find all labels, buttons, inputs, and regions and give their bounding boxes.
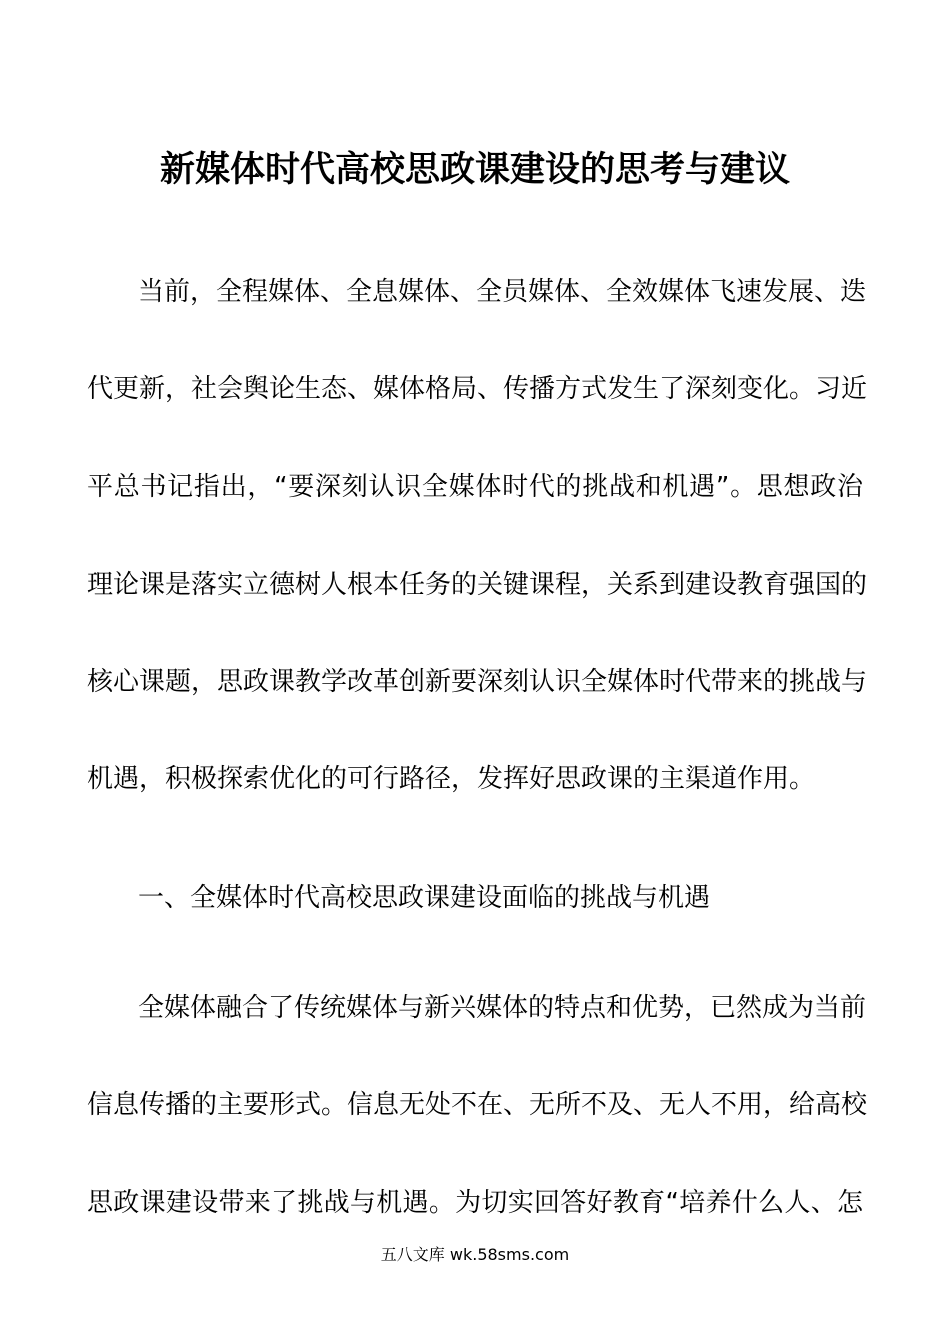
document-title: 新媒体时代高校思政课建设的思考与建议 (159, 150, 790, 190)
paragraph-line: 当前，全程媒体、全息媒体、全员媒体、全效媒体飞速发展、迭 (138, 277, 867, 307)
footer-watermark: 五八文库 wk.58sms.com (380, 1245, 570, 1264)
paragraph-line: 思政课建设带来了挑战与机遇。为切实回答好教育“培养什么人、怎 (87, 1188, 863, 1218)
section-heading: 一、全媒体时代高校思政课建设面临的挑战与机遇 (138, 883, 711, 913)
paragraph-line: 全媒体融合了传统媒体与新兴媒体的特点和优势，已然成为当前 (138, 993, 867, 1023)
paragraph-line: 代更新，社会舆论生态、媒体格局、传播方式发生了深刻变化。习近 (87, 374, 868, 404)
paragraph-line: 机遇，积极探索优化的可行路径，发挥好思政课的主渠道作用。 (87, 764, 816, 794)
paragraph-line: 平总书记指出，“要深刻认识全媒体时代的挑战和机遇”。思想政治 (87, 472, 863, 502)
paragraph-line: 核心课题，思政课教学改革创新要深刻认识全媒体时代带来的挑战与 (87, 667, 868, 697)
paragraph-line: 信息传播的主要形式。信息无处不在、无所不及、无人不用，给高校 (87, 1090, 868, 1120)
paragraph-line: 理论课是落实立德树人根本任务的关键课程，关系到建设教育强国的 (87, 570, 868, 600)
